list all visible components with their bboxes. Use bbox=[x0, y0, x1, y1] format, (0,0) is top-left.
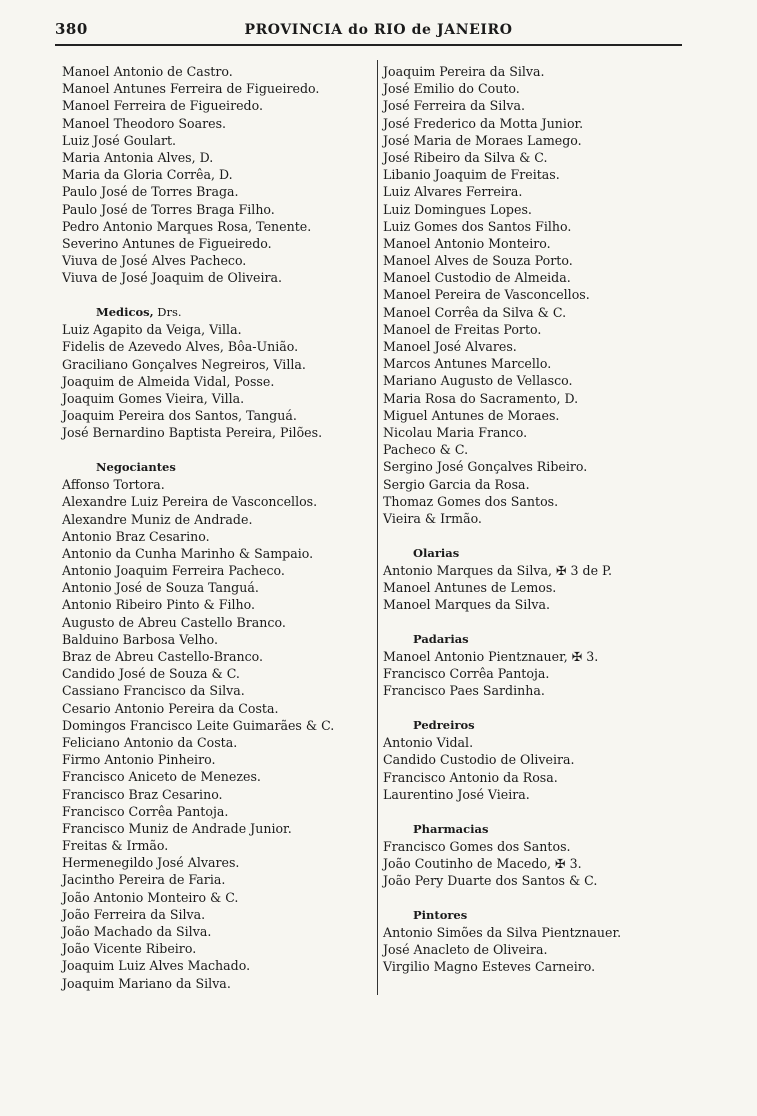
list-item: Antonio Braz Cesarino. bbox=[62, 528, 210, 544]
list-item: Braz de Abreu Castello-Branco. bbox=[62, 649, 264, 664]
list-item: José Ribeiro da Silva & C. bbox=[383, 149, 548, 165]
section-heading-padarias: Padarias bbox=[413, 631, 469, 646]
medicos-heading-text: Medicos, bbox=[96, 304, 154, 319]
list-item: Luiz Domingues Lopes. bbox=[383, 201, 532, 217]
list-item: Sergino José Gonçalves Ribeiro. bbox=[383, 459, 588, 475]
list-item: Fidelis de Azevedo Alves, Bôa-União. bbox=[62, 339, 299, 355]
list-item: Domingos Francisco Leite Guimarães & C. bbox=[62, 717, 335, 733]
list-item: Antonio Vidal. bbox=[383, 735, 474, 751]
list-item: Miguel Antunes de Moraes. bbox=[383, 407, 560, 423]
list-item: Alexandre Muniz de Andrade. bbox=[62, 511, 253, 527]
list-item: Jacintho Pereira de Faria. bbox=[62, 872, 226, 888]
list-item: Thomaz Gomes dos Santos. bbox=[383, 493, 559, 509]
pedreiros-list bbox=[383, 734, 699, 803]
list-item: Antonio Joaquim Ferreira Pacheco. bbox=[62, 563, 285, 579]
column-divider bbox=[377, 60, 378, 995]
padarias-list bbox=[383, 648, 699, 700]
list-item: José Ferreira da Silva. bbox=[383, 98, 525, 114]
list-item: Mariano Augusto de Vellasco. bbox=[383, 373, 573, 389]
list-item: Luiz José Goulart. bbox=[62, 132, 177, 148]
list-item: João Ferreira da Silva. bbox=[62, 906, 206, 922]
list-item: Manoel Pereira de Vasconcellos. bbox=[383, 287, 590, 303]
list-item: Joaquim de Almeida Vidal, Posse. bbox=[62, 373, 275, 389]
medicos-list bbox=[62, 321, 374, 441]
list-item: Manoel Antunes de Lemos. bbox=[383, 579, 557, 595]
list-item: Francisco Corrêa Pantoja. bbox=[383, 666, 550, 682]
list-item: Antonio José de Souza Tanguá. bbox=[62, 580, 259, 596]
list-item: Augusto de Abreu Castello Branco. bbox=[62, 614, 286, 630]
medicos-subheading-text: Drs. bbox=[153, 304, 182, 319]
list-item: Candido José de Souza & C. bbox=[62, 666, 240, 682]
pintores-list bbox=[383, 924, 699, 976]
section-heading-negociantes: Negociantes bbox=[96, 459, 176, 474]
list-item: Manoel Antonio de Castro. bbox=[62, 64, 233, 79]
list-item: José Emilio do Couto. bbox=[383, 81, 520, 97]
list-item: Joaquim Gomes Vieira, Villa. bbox=[62, 390, 245, 406]
pharmacias-list bbox=[383, 838, 699, 890]
list-item: João Pery Duarte dos Santos & C. bbox=[383, 873, 598, 889]
list-item: Nicolau Maria Franco. bbox=[383, 424, 528, 440]
list-item: Luiz Alvares Ferreira. bbox=[383, 184, 523, 200]
list-item: Manoel Antonio Monteiro. bbox=[383, 235, 551, 251]
list-item: Pacheco & C. bbox=[383, 442, 469, 458]
list-item: Manoel de Freitas Porto. bbox=[383, 321, 542, 337]
list-item: Hermenegildo José Alvares. bbox=[62, 855, 240, 871]
list-item: Luiz Gomes dos Santos Filho. bbox=[383, 218, 572, 234]
list-item: Manoel Ferreira de Figueiredo. bbox=[62, 98, 263, 114]
left-continued-list bbox=[62, 63, 374, 286]
list-item: João Coutinho de Macedo, ✠ 3. bbox=[383, 855, 582, 871]
list-item: Joaquim Mariano da Silva. bbox=[62, 975, 231, 991]
list-item: Antonio Ribeiro Pinto & Filho. bbox=[62, 597, 255, 613]
running-title: PROVINCIA do RIO de JANEIRO bbox=[244, 22, 513, 38]
list-item: Paulo José de Torres Braga. bbox=[62, 184, 239, 200]
list-item: Marcos Antunes Marcello. bbox=[383, 356, 552, 372]
list-item: Candido Custodio de Oliveira. bbox=[383, 752, 575, 768]
list-item: José Maria de Moraes Lamego. bbox=[383, 132, 582, 148]
list-item: Freitas & Irmão. bbox=[62, 838, 169, 854]
list-item: Firmo Antonio Pinheiro. bbox=[62, 752, 216, 768]
section-heading-pintores: Pintores bbox=[413, 907, 468, 922]
list-item: Cesario Antonio Pereira da Costa. bbox=[62, 700, 279, 716]
list-item: Manoel Antunes Ferreira de Figueiredo. bbox=[62, 81, 320, 97]
list-item: Balduino Barbosa Velho. bbox=[62, 631, 218, 647]
page-header bbox=[55, 20, 702, 42]
list-item: João Vicente Ribeiro. bbox=[62, 941, 197, 957]
list-item: Viuva de José Alves Pacheco. bbox=[62, 253, 247, 269]
list-item: Joaquim Luiz Alves Machado. bbox=[62, 958, 251, 974]
list-item: Francisco Paes Sardinha. bbox=[383, 683, 545, 699]
page-number: 380 bbox=[55, 20, 88, 38]
list-item: Antonio Simões da Silva Pientznauer. bbox=[383, 924, 622, 940]
list-item: Maria da Gloria Corrêa, D. bbox=[62, 167, 233, 183]
list-item: Francisco Aniceto de Menezes. bbox=[62, 769, 261, 785]
list-item: Francisco Gomes dos Santos. bbox=[383, 838, 571, 854]
section-heading-pedreiros: Pedreiros bbox=[413, 718, 475, 733]
section-heading-medicos bbox=[62, 304, 374, 321]
list-item: Francisco Antonio da Rosa. bbox=[383, 769, 558, 785]
list-item: Antonio da Cunha Marinho & Sampaio. bbox=[62, 545, 314, 561]
list-item: Feliciano Antonio da Costa. bbox=[62, 734, 238, 750]
negociantes-list bbox=[62, 476, 374, 992]
left-column bbox=[62, 63, 374, 992]
section-heading-olarias: Olarias bbox=[413, 545, 460, 560]
list-item: Francisco Braz Cesarino. bbox=[62, 786, 223, 802]
list-item: José Bernardino Baptista Pereira, Pilões. bbox=[62, 425, 323, 441]
list-item: Vieira & Irmão. bbox=[383, 510, 482, 526]
list-item: Manoel Custodio de Almeida. bbox=[383, 270, 571, 286]
list-item: Manoel Marques da Silva. bbox=[383, 597, 550, 613]
list-item: Laurentino José Vieira. bbox=[383, 786, 530, 802]
list-item: João Machado da Silva. bbox=[62, 924, 212, 939]
list-item: Luiz Agapito da Veiga, Villa. bbox=[62, 322, 242, 338]
list-item: Paulo José de Torres Braga Filho. bbox=[62, 201, 275, 217]
list-item: Manoel Alves de Souza Porto. bbox=[383, 253, 573, 269]
list-item: José Anacleto de Oliveira. bbox=[383, 942, 548, 958]
list-item: Francisco Corrêa Pantoja. bbox=[62, 803, 229, 819]
list-item: Manoel Corrêa da Silva & C. bbox=[383, 304, 567, 320]
list-item: Joaquim Pereira da Silva. bbox=[383, 64, 545, 79]
list-item: Antonio Marques da Silva, ✠ 3 de P. bbox=[383, 562, 612, 578]
list-item: Cassiano Francisco da Silva. bbox=[62, 683, 245, 699]
list-item: José Frederico da Motta Junior. bbox=[383, 115, 584, 131]
right-column bbox=[383, 63, 699, 976]
header-rule bbox=[55, 44, 682, 46]
list-item: Manoel José Alvares. bbox=[383, 339, 517, 354]
list-item: Sergio Garcia da Rosa. bbox=[383, 476, 530, 492]
list-item: Graciliano Gonçalves Negreiros, Villa. bbox=[62, 356, 306, 372]
list-item: Maria Antonia Alves, D. bbox=[62, 149, 214, 165]
list-item: Manoel Antonio Pientznauer, ✠ 3. bbox=[383, 649, 599, 664]
list-item: Affonso Tortora. bbox=[62, 477, 165, 493]
list-item: Pedro Antonio Marques Rosa, Tenente. bbox=[62, 218, 312, 234]
list-item: Virgilio Magno Esteves Carneiro. bbox=[383, 959, 596, 975]
list-item: Francisco Muniz de Andrade Junior. bbox=[62, 820, 292, 836]
list-item: João Antonio Monteiro & C. bbox=[62, 889, 239, 905]
right-continued-list bbox=[383, 63, 699, 527]
list-item: Viuva de José Joaquim de Oliveira. bbox=[62, 270, 283, 286]
section-heading-pharmacias: Pharmacias bbox=[413, 821, 489, 836]
list-item: Severino Antunes de Figueiredo. bbox=[62, 235, 272, 251]
list-item: Libanio Joaquim de Freitas. bbox=[383, 167, 560, 183]
list-item: Manoel Theodoro Soares. bbox=[62, 115, 227, 131]
list-item: Joaquim Pereira dos Santos, Tanguá. bbox=[62, 408, 297, 424]
olarias-list bbox=[383, 562, 699, 614]
list-item: Maria Rosa do Sacramento, D. bbox=[383, 390, 579, 406]
list-item: Alexandre Luiz Pereira de Vasconcellos. bbox=[62, 494, 318, 510]
